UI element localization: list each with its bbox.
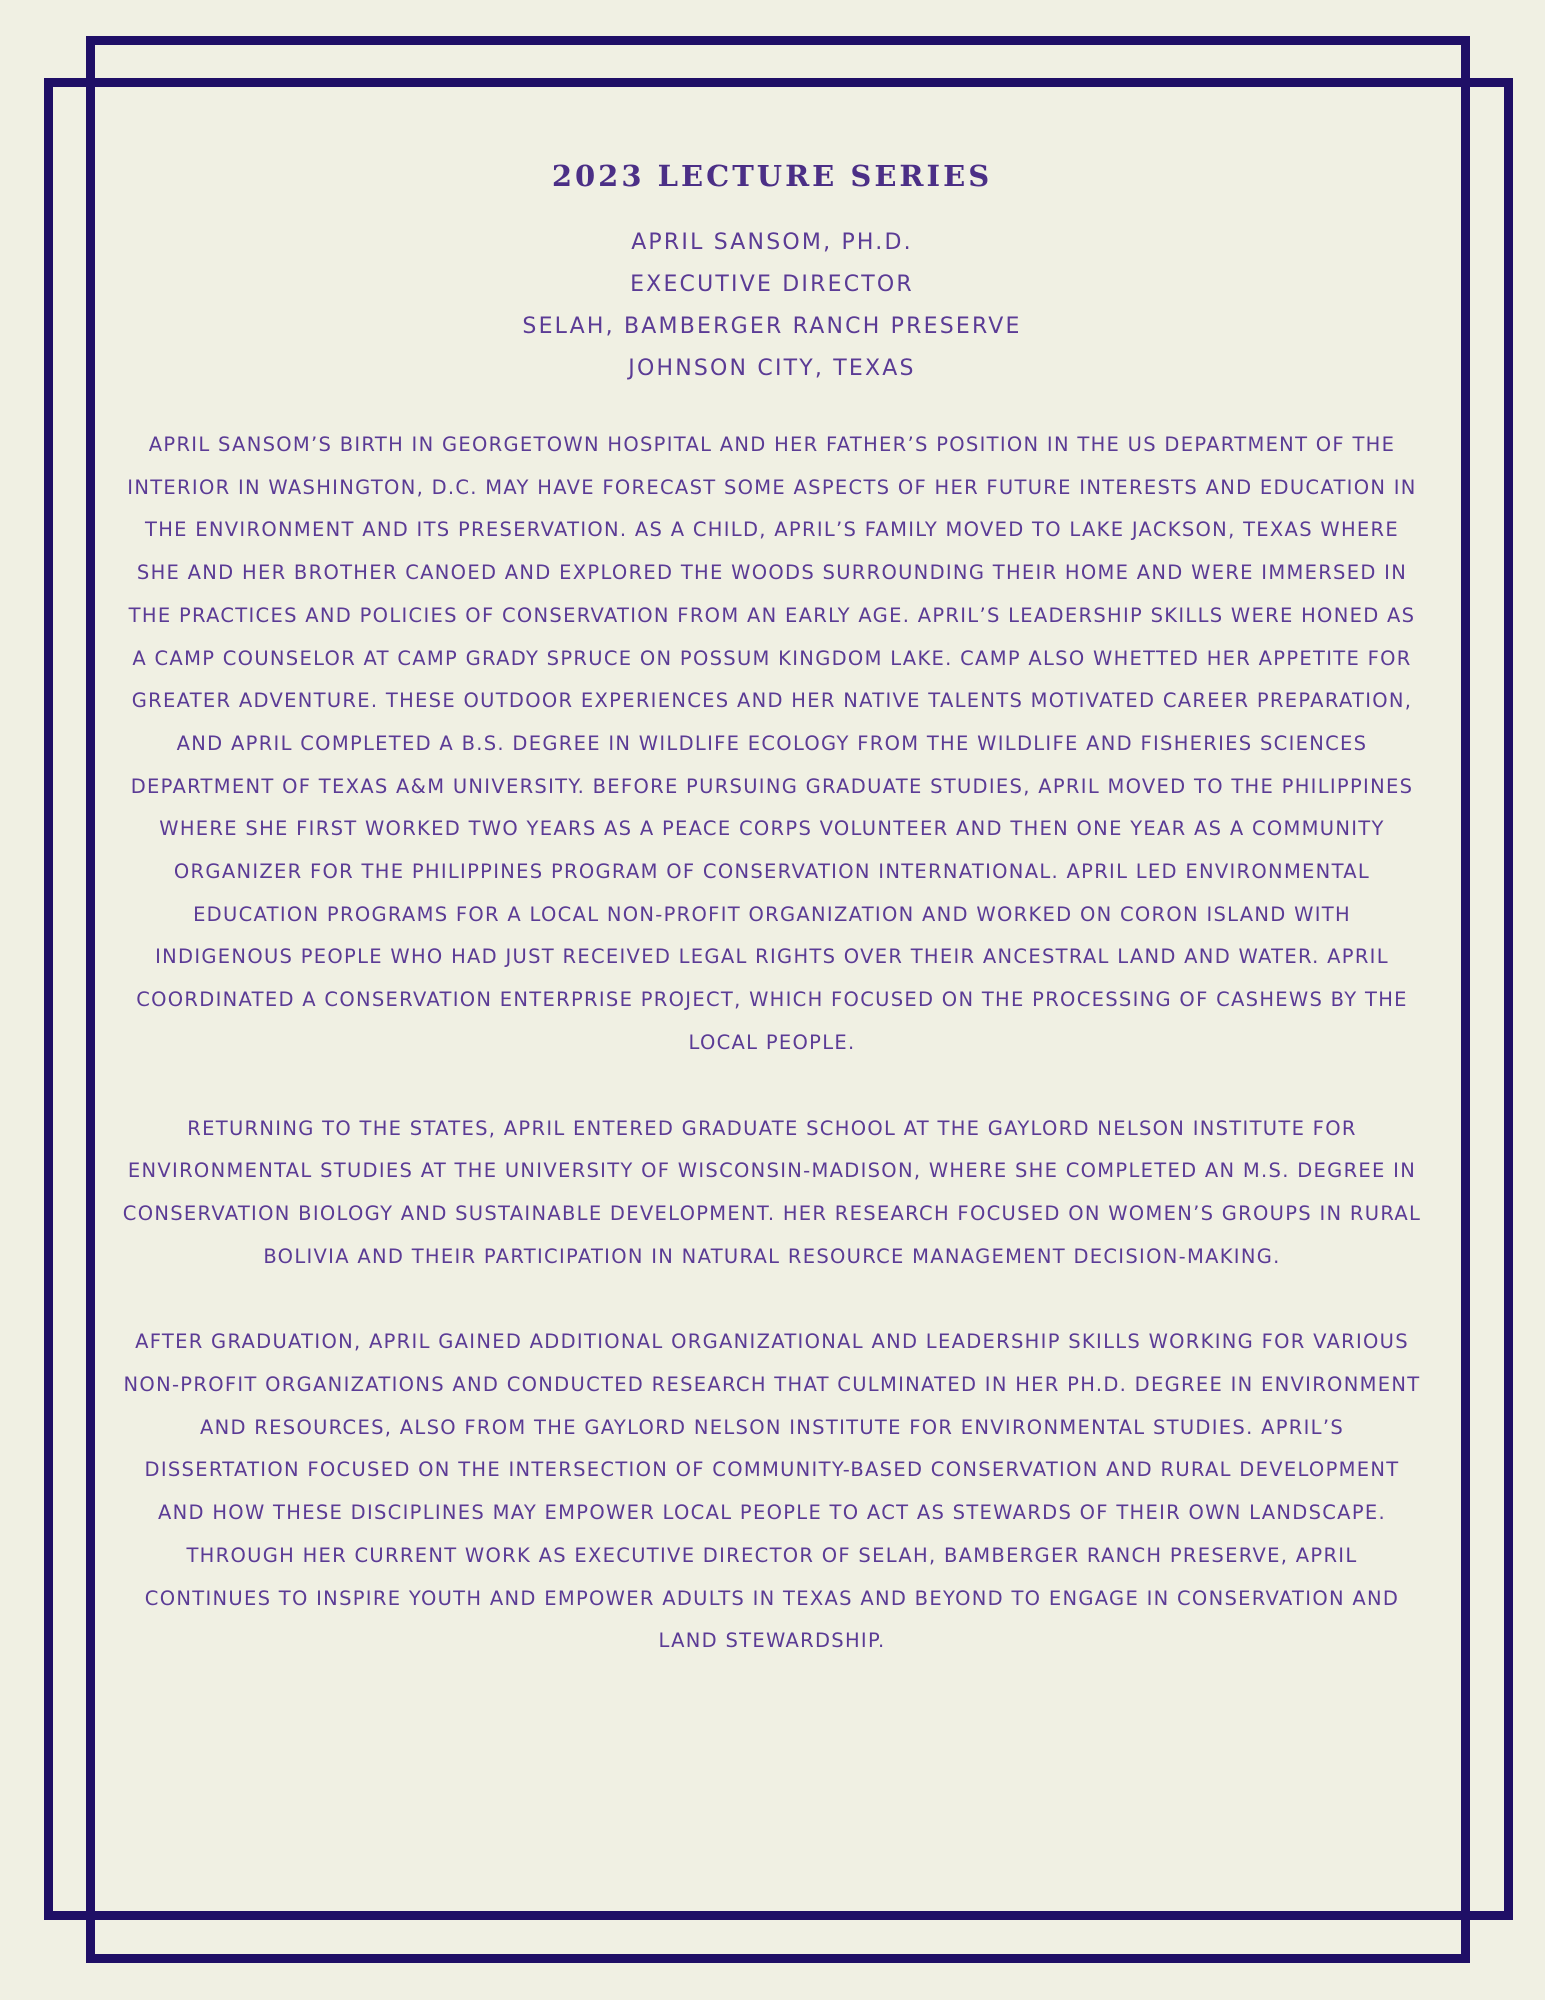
bio-paragraph-2: RETURNING TO THE STATES, APRIL ENTERED GRADUATE SCHOOL AT THE GAYLORD NELSON INSTITUTE FOR ENVIRONMENTAL STUDIES AT THE UNIVERSITY OF WISCONSIN-MADISON, WHERE SHE COMPLETED AN M.S. DEGREE IN CONSERVATION BIOLOGY AND SUSTAINABLE DEVELOPMENT. HER RESEARCH FOCUSED ON WOMEN’S GROUPS IN RURAL BOLIVIA AND THEIR PARTICIPATION IN NATURAL RESOURCE MANAGEMENT DECISION-MAKING.	[122, 1116, 1422, 1268]
document-content	[122, 150, 1422, 1663]
page-title: 2023 LECTURE SERIES	[551, 159, 993, 193]
biography	[122, 424, 1422, 1663]
bio-paragraph-3: AFTER GRADUATION, APRIL GAINED ADDITIONAL ORGANIZATIONAL AND LEADERSHIP SKILLS WORKING FOR VARIOUS NON-PROFIT ORGANIZATIONS AND CONDUCTED RESEARCH THAT CULMINATED IN HER PH.D. DEGREE IN ENVIRONMENT AND RESOURCES, ALSO FROM THE GAYLORD NELSON INSTITUTE FOR ENVIRONMENTAL STUDIES. APRIL’S DISSERTATION FOCUSED ON THE INTERSECTION OF COMMUNITY-BASED CONSERVATION AND RURAL DEVELOPMENT AND HOW THESE DISCIPLINES MAY EMPOWER LOCAL PEOPLE TO ACT AS STEWARDS OF THEIR OWN LANDSCAPE. THROUGH HER CURRENT WORK AS EXECUTIVE DIRECTOR OF SELAH, BAMBERGER RANCH PRESERVE, APRIL CONTINUES TO INSPIRE YOUTH AND EMPOWER ADULTS IN TEXAS AND BEYOND TO ENGAGE IN CONSERVATION AND LAND STEWARDSHIP.	[123, 1330, 1421, 1653]
bio-paragraph-1: APRIL SANSOM’S BIRTH IN GEORGETOWN HOSPITAL AND HER FATHER’S POSITION IN THE US DEPARTMENT OF THE INTERIOR IN WASHINGTON, D.C. MAY HAVE FORECAST SOME ASPECTS OF HER FUTURE INTERESTS AND EDUCATION IN THE ENVIRONMENT AND ITS PRESERVATION. AS A CHILD, APRIL’S FAMILY MOVED TO LAKE JACKSON, TEXAS WHERE SHE AND HER BROTHER CANOED AND EXPLORED THE WOODS SURROUNDING THEIR HOME AND WERE IMMERSED IN THE PRACTICES AND POLICIES OF CONSERVATION FROM AN EARLY AGE. APRIL’S LEADERSHIP SKILLS WERE HONED AS A CAMP COUNSELOR AT CAMP GRADY SPRUCE ON POSSUM KINGDOM LAKE. CAMP ALSO WHETTED HER APPETITE FOR GREATER ADVENTURE. THESE OUTDOOR EXPERIENCES AND HER NATIVE TALENTS MOTIVATED CAREER PREPARATION, AND APRIL COMPLETED A B.S. DEGREE IN WILDLIFE ECOLOGY FROM THE WILDLIFE AND FISHERIES SCIENCES DEPARTMENT OF TEXAS A&M UNIVERSITY. BEFORE PURSUING GRADUATE STUDIES, APRIL MOVED TO THE PHILIPPINES WHERE SHE FIRST WORKED TWO YEARS AS A PEACE CORPS VOLUNTEER AND THEN ONE YEAR AS A COMMUNITY ORGANIZER FOR THE PHILIPPINES PROGRAM OF CONSERVATION INTERNATIONAL. APRIL LED ENVIRONMENTAL EDUCATION PROGRAMS FOR A LOCAL NON-PROFIT ORGANIZATION AND WORKED ON CORON ISLAND WITH INDIGENOUS PEOPLE WHO HAD JUST RECEIVED LEGAL RIGHTS OVER THEIR ANCESTRAL LAND AND WATER. APRIL COORDINATED A CONSERVATION ENTERPRISE PROJECT, WHICH FOCUSED ON THE PROCESSING OF CASHEWS BY THE LOCAL PEOPLE.	[127, 433, 1417, 1054]
speaker-role: EXECUTIVE DIRECTOR	[630, 272, 914, 297]
speaker-location: JOHNSON CITY, TEXAS	[628, 356, 916, 381]
speaker-info	[122, 222, 1422, 390]
speaker-organization: SELAH, BAMBERGER RANCH PRESERVE	[522, 314, 1022, 339]
speaker-name: APRIL SANSOM, PH.D.	[631, 230, 913, 255]
